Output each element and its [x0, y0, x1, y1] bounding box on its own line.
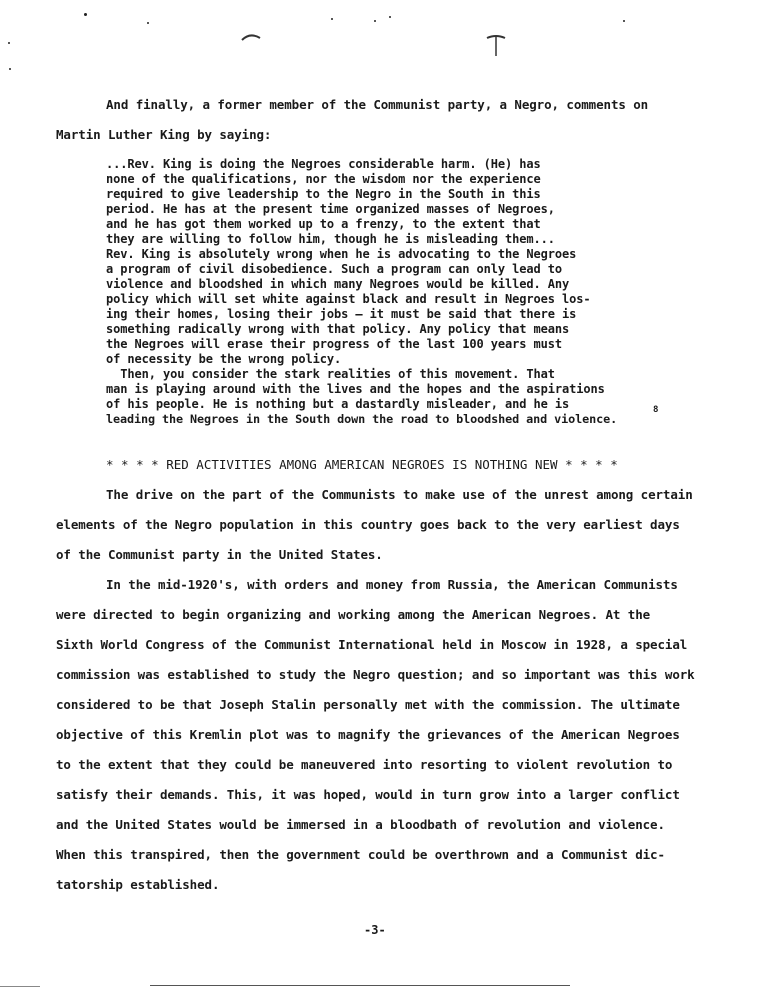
quote-line: required to give leadership to the Negro in the South in this — [106, 187, 541, 201]
footnote-marker: 8 — [653, 405, 659, 415]
scan-speck — [374, 20, 376, 22]
quote-line: of his people. He is nothing but a dastardly misleader, and he is — [106, 397, 570, 411]
quote-line: something radically wrong with that policy. Any policy that means — [106, 322, 570, 336]
paragraph-1-line: elements of the Negro population in this country goes back to the very earliest days — [56, 517, 680, 532]
intro-line-2: Martin Luther King by saying: — [56, 127, 272, 142]
page-number: -3- — [364, 923, 386, 937]
scan-speck — [331, 18, 333, 20]
paragraph-1-line: The drive on the part of the Communists to make use of the unrest among certain — [106, 487, 693, 502]
section-heading: * * * * RED ACTIVITIES AMONG AMERICAN NEGROES IS NOTHING NEW * * * * — [106, 457, 618, 472]
quote-line: and he has got them worked up to a frenzy, to the extent that — [106, 217, 541, 231]
quote-line: they are willing to follow him, though he is misleading them... — [106, 232, 555, 246]
quote-line: violence and bloodshed in which many Negroes would be killed. Any — [106, 277, 570, 291]
paragraph-2-line: Sixth World Congress of the Communist International held in Moscow in 1928, a special — [56, 637, 688, 652]
paragraph-2-line: were directed to begin organizing and working among the American Negroes. At the — [56, 607, 651, 622]
paragraph-2-line: objective of this Kremlin plot was to magnify the grievances of the American Negroes — [56, 727, 680, 742]
paragraph-2-line: satisfy their demands. This, it was hoped, would in turn grow into a larger conflict — [56, 787, 680, 802]
quote-line: man is playing around with the lives and the hopes and the aspirations — [106, 382, 605, 396]
paragraph-2-line: In the mid-1920's, with orders and money from Russia, the American Communists — [106, 577, 678, 592]
quote-line: policy which will set white against black and result in Negroes los- — [106, 292, 591, 306]
paragraph-2-line: commission was established to study the Negro question; and so important was this work — [56, 667, 695, 682]
quote-line: ...Rev. King is doing the Negroes considerable harm. (He) has — [106, 157, 541, 171]
intro-line-1: And finally, a former member of the Communist party, a Negro, comments on — [106, 97, 649, 112]
quote-line: Then, you consider the stark realities of this movement. That — [106, 367, 555, 381]
scan-speck — [84, 13, 87, 16]
quote-line: the Negroes will erase their progress of the last 100 years must — [106, 337, 562, 351]
quote-line: Rev. King is absolutely wrong when he is advocating to the Negroes — [106, 247, 577, 261]
paragraph-2-line: tatorship established. — [56, 877, 220, 892]
paragraph-1-line: of the Communist party in the United States. — [56, 547, 383, 562]
scan-edge-line — [150, 985, 570, 986]
quote-line: none of the qualifications, nor the wisdom nor the experience — [106, 172, 541, 186]
paragraph-2-line: considered to be that Joseph Stalin personally met with the commission. The ultimate — [56, 697, 680, 712]
quote-line: leading the Negroes in the South down the road to bloodshed and violence. — [106, 412, 618, 426]
scan-speck — [8, 42, 10, 44]
paragraph-2-line: When this transpired, then the government could be overthrown and a Communist dic- — [56, 847, 665, 862]
scan-speck — [147, 22, 149, 24]
quote-line: ing their homes, losing their jobs — it must be said that there is — [106, 307, 577, 321]
scan-edge-line — [0, 986, 40, 987]
quote-line: of necessity be the wrong policy. — [106, 352, 342, 366]
quote-line: period. He has at the present time organized masses of Negroes, — [106, 202, 555, 216]
quote-line: a program of civil disobedience. Such a program can only lead to — [106, 262, 562, 276]
paragraph-2-line: to the extent that they could be maneuvered into resorting to violent revolution to — [56, 757, 673, 772]
scan-mark-arc — [240, 30, 264, 42]
paragraph-2-line: and the United States would be immersed in a bloodbath of revolution and violence. — [56, 817, 665, 832]
scan-mark-t — [484, 30, 508, 58]
scan-speck — [389, 16, 391, 18]
scan-speck — [9, 68, 11, 70]
scan-speck — [623, 20, 625, 22]
